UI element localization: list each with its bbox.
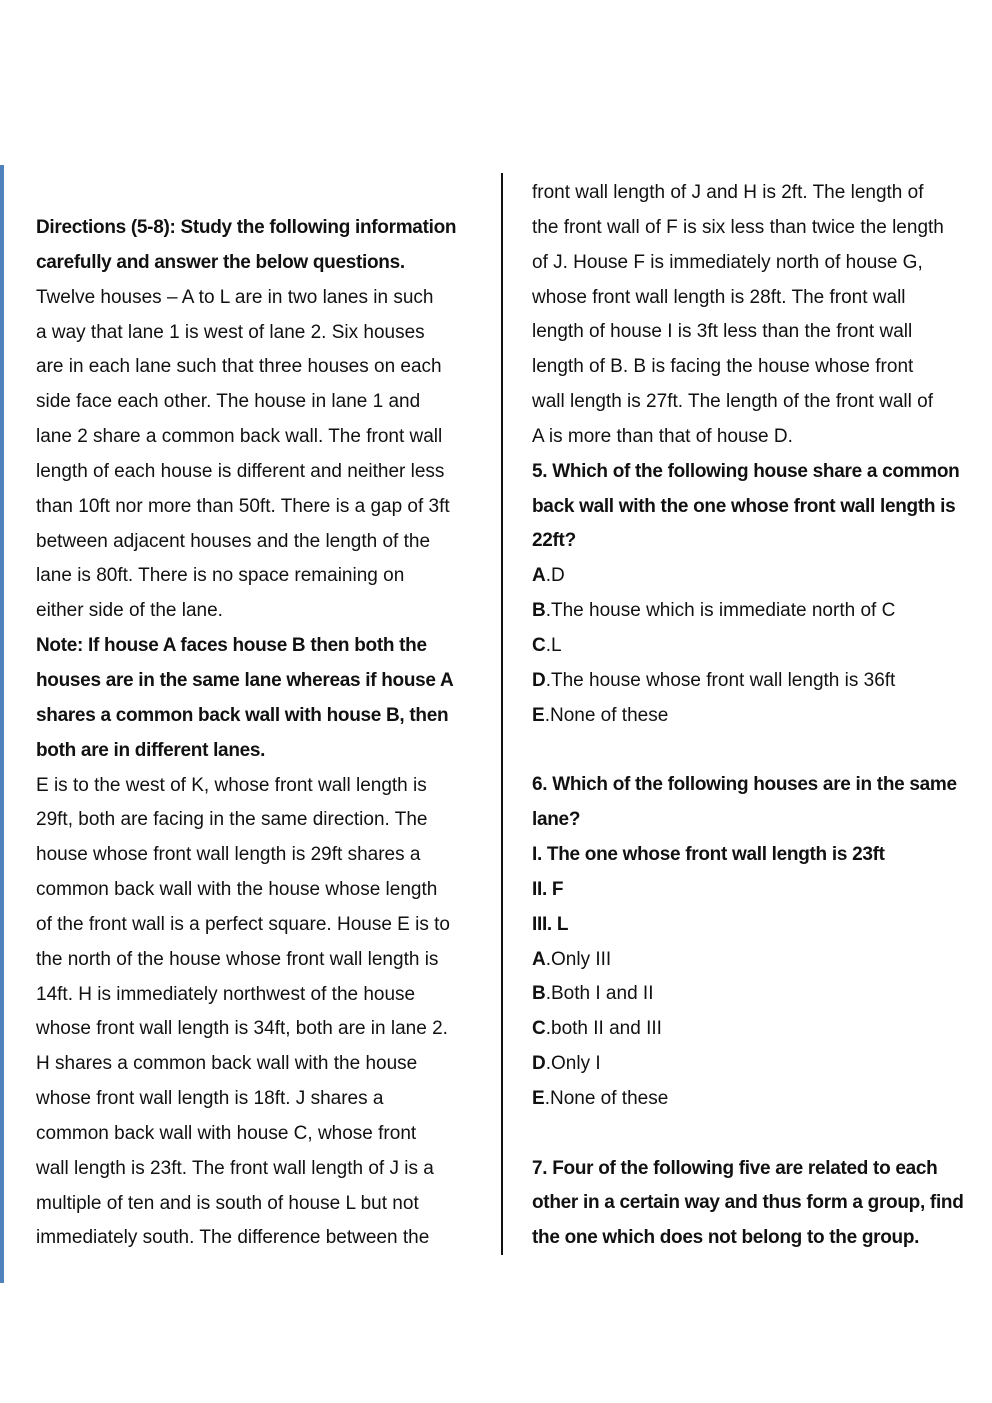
- option-letter: E: [532, 704, 545, 726]
- line-text: houses are in the same lane whereas if house A: [36, 669, 454, 691]
- text-line: [36, 525, 486, 560]
- text-line: [36, 350, 486, 385]
- bold-text-line: [36, 629, 486, 664]
- bold-text-line: [36, 211, 486, 246]
- text-line: [36, 594, 486, 629]
- bold-text-line: [532, 803, 982, 838]
- line-text: lane 2 share a common back wall. The front wall: [36, 426, 443, 448]
- text-line: [36, 1047, 486, 1082]
- line-text: A is more than that of house D.: [532, 425, 793, 447]
- line-text: H shares a common back wall with the house: [36, 1053, 418, 1075]
- line-text: side face each other. The house in lane 1 and: [36, 391, 421, 413]
- line-text: E is to the west of K, whose front wall length is: [36, 774, 427, 796]
- line-text: III. L: [532, 913, 569, 935]
- text-line: [532, 281, 982, 316]
- line-text: 5. Which of the following house share a common: [532, 460, 960, 482]
- option-letter: C: [532, 1018, 546, 1040]
- line-text: .Only III: [545, 948, 612, 970]
- answer-option: [532, 943, 982, 978]
- answer-option: [532, 1047, 982, 1082]
- text-line: [36, 1187, 486, 1222]
- text-line: [36, 420, 486, 455]
- line-text: shares a common back wall with house B, then: [36, 704, 449, 726]
- option-letter: E: [532, 1087, 545, 1109]
- option-letter: D: [532, 1053, 546, 1075]
- answer-option: [532, 977, 982, 1012]
- line-text: 6. Which of the following houses are in the same: [532, 774, 957, 796]
- line-text: 29ft, both are facing in the same direction. The: [36, 809, 428, 831]
- line-text: between adjacent houses and the length of the: [36, 530, 431, 552]
- text-line: [36, 559, 486, 594]
- option-letter: A: [532, 948, 546, 970]
- line-text: are in each lane such that three houses on each: [36, 356, 442, 378]
- line-text: Twelve houses – A to L are in two lanes in such: [36, 286, 434, 308]
- right-column: [532, 176, 982, 1256]
- line-text: than 10ft nor more than 50ft. There is a gap of 3ft: [36, 495, 450, 517]
- text-line: [36, 908, 486, 943]
- column-divider: [501, 173, 503, 1255]
- text-line: [532, 420, 982, 455]
- text-line: [36, 978, 486, 1013]
- text-line: [36, 1082, 486, 1117]
- bold-text-line: [532, 838, 982, 873]
- line-text: .D: [545, 565, 565, 587]
- line-text: I. The one whose front wall length is 23ft: [532, 844, 885, 866]
- line-text: II. F: [532, 878, 564, 900]
- text-line: [36, 455, 486, 490]
- text-line: [36, 1012, 486, 1047]
- bold-text-line: [532, 1186, 982, 1221]
- line-text: length of B. B is facing the house whose front: [532, 356, 914, 378]
- line-text: the front wall of F is six less than twice the length: [532, 216, 944, 238]
- text-line: [532, 315, 982, 350]
- bold-text-line: [532, 1221, 982, 1256]
- line-text: the north of the house whose front wall length is: [36, 948, 439, 970]
- answer-option: [532, 1082, 982, 1117]
- bold-text-line: [532, 490, 982, 525]
- line-text: .Only I: [545, 1053, 601, 1075]
- line-text: .None of these: [544, 1087, 669, 1109]
- line-text: both are in different lanes.: [36, 739, 266, 761]
- text-line: [532, 176, 982, 211]
- text-line: [36, 803, 486, 838]
- line-text: house whose front wall length is 29ft shares a: [36, 844, 421, 866]
- line-text: Directions (5-8): Study the following information: [36, 217, 457, 238]
- text-line: [36, 1221, 486, 1256]
- line-text: lane is 80ft. There is no space remaining on: [36, 565, 405, 587]
- line-text: whose front wall length is 28ft. The front wall: [532, 286, 906, 308]
- text-line: [532, 734, 982, 769]
- line-text: 22ft?: [532, 530, 576, 552]
- answer-option: [532, 1012, 982, 1047]
- bold-text-line: [532, 1152, 982, 1187]
- text-line: [36, 1152, 486, 1187]
- line-text: lane?: [532, 809, 581, 831]
- line-text: Note: If house A faces house B then both the: [36, 635, 427, 657]
- line-text: carefully and answer the below questions.: [36, 251, 405, 273]
- text-line: [532, 1117, 982, 1152]
- bold-text-line: [532, 873, 982, 908]
- text-line: [532, 246, 982, 281]
- line-text: whose front wall length is 34ft, both are in lane 2.: [36, 1018, 448, 1040]
- answer-option: [532, 559, 982, 594]
- text-line: [36, 769, 486, 804]
- line-text: common back wall with house C, whose front: [36, 1122, 417, 1144]
- text-line: [532, 211, 982, 246]
- bold-text-line: [532, 768, 982, 803]
- line-text: multiple of ten and is south of house L but not: [36, 1192, 419, 1214]
- line-text: .both II and III: [545, 1018, 662, 1040]
- bold-text-line: [36, 699, 486, 734]
- line-text: 7. Four of the following five are related to each: [532, 1157, 938, 1179]
- text-line: [36, 316, 486, 351]
- text-line: [36, 838, 486, 873]
- bold-text-line: [532, 524, 982, 559]
- line-text: .The house which is immediate north of C: [545, 600, 896, 622]
- bold-text-line: [36, 664, 486, 699]
- line-text: front wall length of J and H is 2ft. The length of: [532, 182, 924, 203]
- answer-option: [532, 629, 982, 664]
- line-text: length of each house is different and neither less: [36, 460, 445, 482]
- option-letter: B: [532, 600, 546, 622]
- line-text: a way that lane 1 is west of lane 2. Six houses: [36, 321, 425, 343]
- line-text: .The house whose front wall length is 36ft: [545, 669, 896, 691]
- line-text: wall length is 27ft. The length of the front wall of: [532, 391, 933, 413]
- line-text: back wall with the one whose front wall length is: [532, 495, 956, 517]
- line-text: wall length is 23ft. The front wall length of J is a: [36, 1157, 434, 1179]
- text-line: [36, 281, 486, 316]
- answer-option: [532, 664, 982, 699]
- left-margin-bar: [0, 165, 4, 1283]
- text-line: [532, 385, 982, 420]
- line-text: of the front wall is a perfect square. House E is to: [36, 913, 450, 935]
- left-column: [36, 211, 486, 1256]
- line-text: length of house I is 3ft less than the front wall: [532, 321, 913, 343]
- text-line: [36, 1117, 486, 1152]
- bold-text-line: [36, 734, 486, 769]
- text-line: [36, 943, 486, 978]
- line-text: the one which does not belong to the group.: [532, 1227, 920, 1249]
- option-letter: B: [532, 983, 546, 1005]
- answer-option: [532, 594, 982, 629]
- line-text: whose front wall length is 18ft. J shares a: [36, 1088, 384, 1110]
- line-text: common back wall with the house whose length: [36, 879, 438, 901]
- option-letter: A: [532, 565, 546, 587]
- text-line: [36, 873, 486, 908]
- text-line: [36, 385, 486, 420]
- bold-text-line: [532, 455, 982, 490]
- text-line: [36, 490, 486, 525]
- line-text: either side of the lane.: [36, 600, 223, 622]
- line-text: .Both I and II: [545, 983, 654, 1005]
- line-text: .L: [545, 634, 562, 656]
- line-text: of J. House F is immediately north of house G,: [532, 251, 923, 273]
- answer-option: [532, 699, 982, 734]
- bold-text-line: [36, 246, 486, 281]
- option-letter: C: [532, 634, 546, 656]
- text-line: [532, 350, 982, 385]
- line-text: .None of these: [544, 704, 669, 726]
- line-text: other in a certain way and thus form a group, find: [532, 1192, 964, 1214]
- line-text: 14ft. H is immediately northwest of the house: [36, 983, 416, 1005]
- option-letter: D: [532, 669, 546, 691]
- line-text: immediately south. The difference between the: [36, 1227, 430, 1249]
- bold-text-line: [532, 908, 982, 943]
